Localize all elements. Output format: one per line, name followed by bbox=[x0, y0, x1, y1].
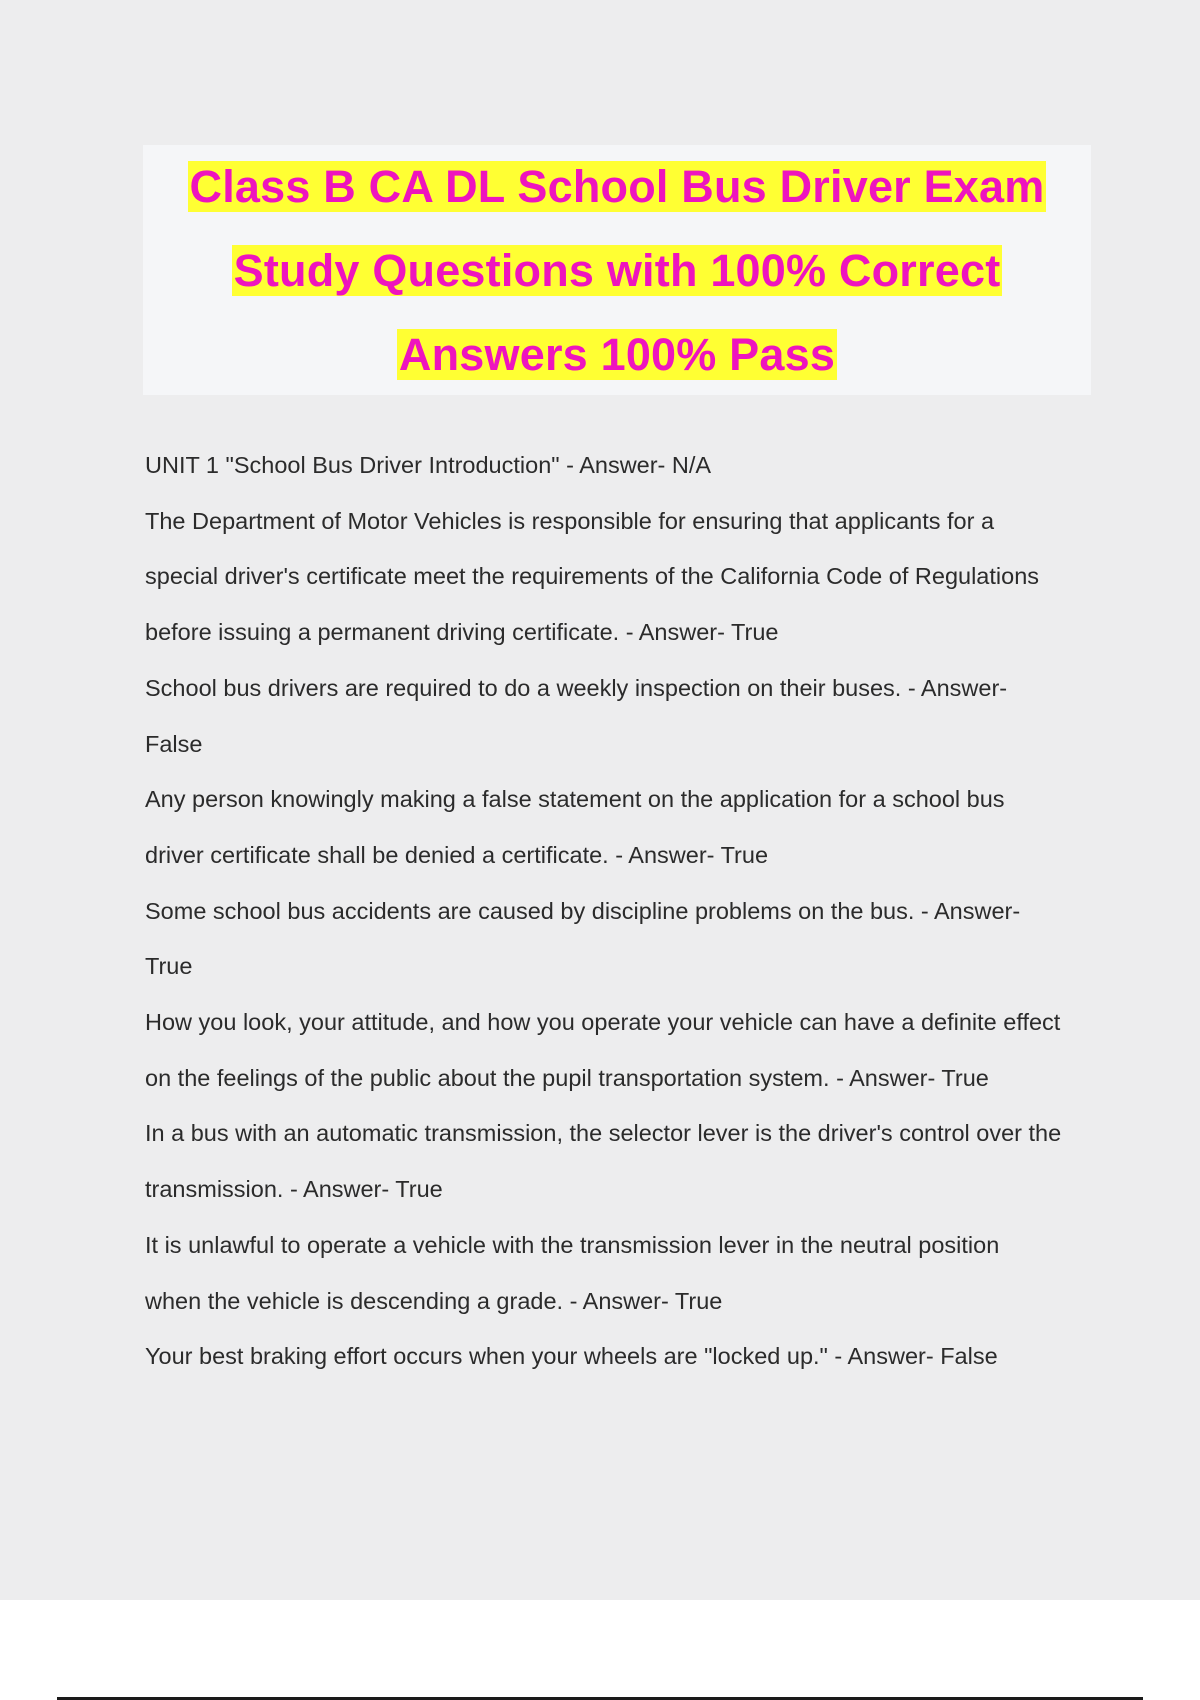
text-line: False bbox=[145, 730, 203, 757]
title-line bbox=[143, 145, 1091, 229]
title-line bbox=[143, 313, 1091, 397]
text-line: True bbox=[145, 953, 193, 980]
text-line: driver certificate shall be denied a certificate. - Answer- True bbox=[145, 841, 769, 868]
text-line: when the vehicle is descending a grade. - Answer- True bbox=[145, 1287, 723, 1314]
title-line-text: Answers 100% Pass bbox=[398, 329, 836, 380]
text-line: Some school bus accidents are caused by discipline problems on the bus. - Answer- bbox=[145, 897, 1021, 924]
text-line: It is unlawful to operate a vehicle with the transmission lever in the neutral position bbox=[145, 1231, 1000, 1258]
title-line bbox=[143, 229, 1091, 313]
text-line: UNIT 1 "School Bus Driver Introduction" - Answer- N/A bbox=[145, 452, 712, 478]
text-line: Any person knowingly making a false statement on the application for a school bus bbox=[145, 786, 1005, 813]
text-line: special driver's certificate meet the requirements of the California Code of Regulations bbox=[145, 563, 1040, 590]
text-line: transmission. - Answer- True bbox=[145, 1176, 443, 1203]
text-line: Your best braking effort occurs when your wheels are "locked up." - Answer- False bbox=[145, 1343, 998, 1370]
text-line: School bus drivers are required to do a weekly inspection on their buses. - Answer- bbox=[145, 674, 1008, 701]
text-line: before issuing a permanent driving certificate. - Answer- True bbox=[145, 619, 779, 646]
text-line: The Department of Motor Vehicles is responsible for ensuring that applicants for a bbox=[145, 507, 995, 534]
title-line-text: Study Questions with 100% Correct bbox=[233, 245, 1001, 296]
title-line-text: Class B CA DL School Bus Driver Exam bbox=[189, 161, 1045, 212]
text-line: How you look, your attitude, and how you operate your vehicle can have a definite effect bbox=[145, 1009, 1061, 1036]
text-line: In a bus with an automatic transmission, the selector lever is the driver's control over the bbox=[145, 1120, 1062, 1147]
question-list bbox=[145, 438, 1095, 1385]
page-title bbox=[143, 145, 1091, 395]
text-line: on the feelings of the public about the pupil transportation system. - Answer- True bbox=[145, 1064, 989, 1091]
